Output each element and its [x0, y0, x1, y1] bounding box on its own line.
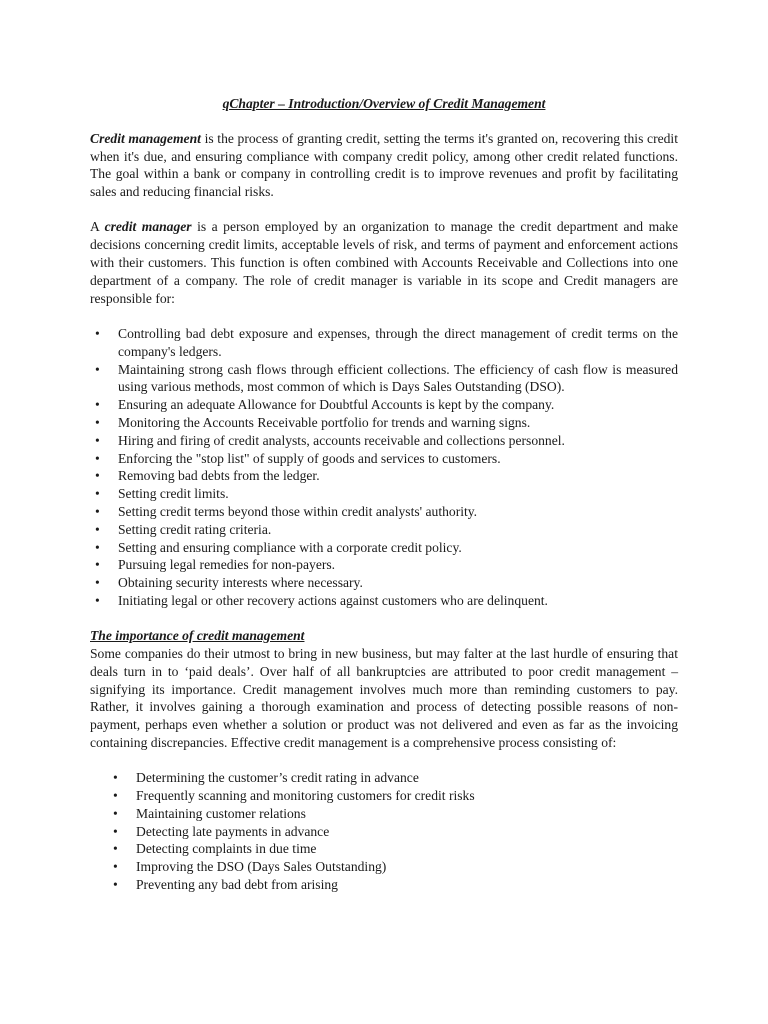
credit-manager-text: is a person employed by an organization to manage the credit department and make decisions concerning credit limits, acceptable levels of risk, and terms of payment and enforcement actions with their customers. This function is often combined with Accounts Receivable and Collections into one department of a company. The role of credit manager is variable in its scope and Credit managers are responsible for: [90, 219, 679, 306]
credit-manager-paragraph [90, 218, 678, 307]
responsibilities-list [90, 325, 678, 610]
list-item: • Removing bad debts from the ledger. [90, 467, 678, 485]
list-item: • Detecting late payments in advance [108, 823, 678, 841]
list-item: • Controlling bad debt exposure and expenses, through the direct management of credit terms on the company's ledgers. [90, 325, 678, 361]
list-item: • Enforcing the "stop list" of supply of goods and services to customers. [90, 450, 678, 468]
credit-manager-prefix: A [90, 219, 105, 235]
list-item: • Hiring and firing of credit analysts, accounts receivable and collections personnel. [90, 432, 678, 450]
process-steps-list [90, 769, 678, 894]
list-item: • Setting and ensuring compliance with a corporate credit policy. [90, 539, 678, 557]
document-body [90, 95, 678, 911]
list-item: • Detecting complaints in due time [108, 840, 678, 858]
list-item: • Improving the DSO (Days Sales Outstanding) [108, 858, 678, 876]
list-item: • Ensuring an adequate Allowance for Doubtful Accounts is kept by the company. [90, 396, 678, 414]
list-item: • Setting credit rating criteria. [90, 521, 678, 539]
list-item: • Determining the customer’s credit rating in advance [108, 769, 678, 787]
intro-text: is the process of granting credit, setting the terms it's granted on, recovering this credit when it's due, and ensuring compliance with company credit policy, among other credit related functions. The goal within a bank or company in controlling credit is to improve revenues and profit by facilitating sales and reducing financial risks. [90, 130, 678, 200]
intro-paragraph [90, 130, 678, 201]
list-item: • Setting credit limits. [90, 485, 678, 503]
list-item: • Frequently scanning and monitoring customers for credit risks [108, 787, 678, 805]
document-title: qChapter – Introduction/Overview of Credit Management [222, 96, 546, 111]
list-item: • Initiating legal or other recovery actions against customers who are delinquent. [90, 592, 678, 610]
list-item: • Maintaining strong cash flows through efficient collections. The efficiency of cash flow is measured using various methods, most common of which is Days Sales Outstanding (DSO). [90, 361, 678, 397]
list-item: • Monitoring the Accounts Receivable portfolio for trends and warning signs. [90, 414, 678, 432]
importance-heading: The importance of credit management [90, 628, 305, 644]
credit-manager-lead-term: credit manager [104, 219, 192, 235]
intro-lead-term: Credit management [90, 130, 201, 146]
importance-paragraph: Some companies do their utmost to bring in new business, but may falter at the last hurdle of ensuring that deals turn in to ‘paid deals’. Over half of all bankruptcies are attributed to poor credit management – signifying its importance. Credit management involves much more than reminding customers to pay. Rather, it involves gaining a thorough examination and process of detecting possible reasons of non-payment, perhaps even whether a solution or product was not delivered and even as far as the invoicing containing discrepancies. Effective credit management is a comprehensive process consisting of: [90, 646, 678, 750]
list-item: • Obtaining security interests where necessary. [90, 574, 678, 592]
list-item: • Pursuing legal remedies for non-payers. [90, 556, 678, 574]
list-item: • Setting credit terms beyond those within credit analysts' authority. [90, 503, 678, 521]
list-item: • Preventing any bad debt from arising [108, 876, 678, 894]
list-item: • Maintaining customer relations [108, 805, 678, 823]
